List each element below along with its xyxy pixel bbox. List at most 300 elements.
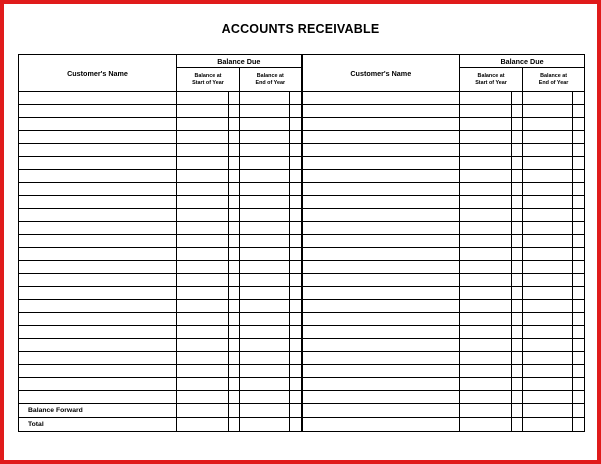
ledger-cell[interactable] (573, 170, 585, 183)
ledger-cell[interactable] (302, 196, 460, 209)
table-row (19, 287, 585, 300)
ledger-cell[interactable] (523, 118, 573, 131)
ledger-cell[interactable] (523, 248, 573, 261)
ledger-cell[interactable] (290, 183, 302, 196)
ledger-cell[interactable] (302, 352, 460, 365)
ledger-cell[interactable] (19, 339, 177, 352)
ledger-cell[interactable] (460, 418, 512, 432)
ledger-cell[interactable] (512, 404, 523, 418)
ledger-cell[interactable] (302, 157, 460, 170)
ledger-cell[interactable] (240, 418, 290, 432)
ledger-cell[interactable] (240, 144, 290, 157)
table-row (19, 222, 585, 235)
ledger-cell[interactable] (512, 209, 523, 222)
header-row-top (19, 55, 585, 68)
ledger-cell[interactable] (302, 209, 460, 222)
table-row (19, 105, 585, 118)
ledger-cell[interactable] (229, 209, 240, 222)
ledger-cell[interactable] (460, 313, 512, 326)
ledger-cell[interactable] (512, 92, 523, 105)
ledger-cell[interactable] (460, 287, 512, 300)
ledger-cell[interactable] (229, 118, 240, 131)
ledger-cell[interactable] (240, 170, 290, 183)
ledger-cell[interactable] (290, 274, 302, 287)
ledger-cell[interactable] (177, 92, 229, 105)
ledger-cell[interactable] (512, 326, 523, 339)
ledger-cell[interactable] (177, 300, 229, 313)
ledger-cell[interactable] (229, 339, 240, 352)
ledger-cell[interactable] (302, 131, 460, 144)
ledger-cell[interactable] (573, 209, 585, 222)
ledger-cell[interactable] (240, 222, 290, 235)
ledger-cell[interactable] (302, 418, 460, 432)
ledger-cell[interactable] (229, 157, 240, 170)
ledger-cell[interactable] (523, 274, 573, 287)
ledger-cell[interactable] (302, 300, 460, 313)
ledger-cell[interactable] (290, 404, 302, 418)
total-row (19, 418, 585, 432)
ledger-cell[interactable] (240, 339, 290, 352)
ledger-cell[interactable] (240, 209, 290, 222)
ledger-cell[interactable] (523, 352, 573, 365)
ledger-cell[interactable] (573, 196, 585, 209)
table-row (19, 183, 585, 196)
ledger-cell[interactable] (302, 105, 460, 118)
ledger-cell[interactable] (19, 391, 177, 404)
ledger-cell[interactable] (19, 183, 177, 196)
table-row (19, 131, 585, 144)
ledger-cell[interactable] (573, 235, 585, 248)
ledger-cell[interactable] (460, 209, 512, 222)
ledger-cell[interactable] (512, 274, 523, 287)
ledger-cell[interactable] (240, 92, 290, 105)
ledger-cell[interactable] (177, 391, 229, 404)
ledger-cell[interactable] (573, 418, 585, 432)
ledger-cell[interactable] (512, 235, 523, 248)
ledger-cell[interactable] (573, 378, 585, 391)
table-row (19, 365, 585, 378)
ledger-cell[interactable] (19, 144, 177, 157)
ledger-cell[interactable] (177, 418, 229, 432)
ledger-cell[interactable] (460, 92, 512, 105)
ledger-cell[interactable] (523, 300, 573, 313)
ledger-cell[interactable] (460, 365, 512, 378)
ledger-cell[interactable] (290, 105, 302, 118)
ledger-cell[interactable] (19, 170, 177, 183)
table-row (19, 352, 585, 365)
balance-end-line2: End of Year (255, 79, 286, 86)
ledger-cell[interactable] (290, 196, 302, 209)
ledger-cell[interactable] (177, 274, 229, 287)
ledger-cell[interactable] (177, 157, 229, 170)
ledger-cell[interactable] (19, 248, 177, 261)
ledger-cell[interactable] (229, 170, 240, 183)
balance-start-line2: Start of Year (475, 79, 507, 86)
ledger-cell[interactable] (512, 300, 523, 313)
ledger-cell[interactable] (573, 248, 585, 261)
ledger-cell[interactable] (573, 118, 585, 131)
ledger-cell[interactable] (512, 196, 523, 209)
page-title: ACCOUNTS RECEIVABLE (221, 22, 380, 36)
ledger-cell[interactable] (240, 235, 290, 248)
table-row (19, 378, 585, 391)
ledger-cell[interactable] (177, 170, 229, 183)
ledger-cell[interactable] (19, 92, 177, 105)
table-row (19, 157, 585, 170)
ledger-cell[interactable] (177, 196, 229, 209)
ledger-cell[interactable] (19, 274, 177, 287)
ledger-cell[interactable] (460, 300, 512, 313)
ledger-cell[interactable] (229, 92, 240, 105)
ledger-cell[interactable] (523, 92, 573, 105)
ledger-cell[interactable] (573, 339, 585, 352)
ledger-cell[interactable] (460, 261, 512, 274)
ledger-cell[interactable] (573, 105, 585, 118)
ledger-cell[interactable] (302, 170, 460, 183)
ledger-cell[interactable] (512, 144, 523, 157)
ledger-cell[interactable] (177, 144, 229, 157)
ledger-cell[interactable] (290, 118, 302, 131)
ledger-cell[interactable] (523, 378, 573, 391)
ledger-cell[interactable] (460, 248, 512, 261)
ledger-cell[interactable] (302, 118, 460, 131)
ledger-cell[interactable] (240, 274, 290, 287)
ledger-cell[interactable] (19, 352, 177, 365)
balance-start-header-right (460, 68, 523, 92)
ledger-cell[interactable] (177, 365, 229, 378)
ledger-cell[interactable] (177, 261, 229, 274)
ledger-cell[interactable] (290, 339, 302, 352)
ledger-cell[interactable] (177, 222, 229, 235)
ledger-cell[interactable] (229, 404, 240, 418)
balance-end-line1: Balance at (540, 72, 568, 79)
ledger-cell[interactable] (290, 92, 302, 105)
ledger-cell[interactable] (302, 235, 460, 248)
ledger-cell[interactable] (177, 209, 229, 222)
accounts-receivable-table (18, 54, 585, 432)
ledger-cell[interactable] (302, 365, 460, 378)
ledger-cell[interactable] (240, 378, 290, 391)
ledger-cell[interactable] (573, 404, 585, 418)
ledger-cell[interactable] (523, 105, 573, 118)
balance-start-line1: Balance at (477, 72, 505, 79)
ledger-cell[interactable] (460, 105, 512, 118)
table-row (19, 170, 585, 183)
ledger-cell[interactable] (177, 235, 229, 248)
ledger-cell[interactable] (460, 391, 512, 404)
ledger-cell[interactable] (512, 105, 523, 118)
ledger-cell[interactable] (460, 404, 512, 418)
ledger-cell[interactable] (460, 170, 512, 183)
ledger-cell[interactable] (177, 287, 229, 300)
ledger-cell[interactable] (240, 118, 290, 131)
ledger-cell[interactable] (229, 313, 240, 326)
ledger-cell[interactable] (290, 144, 302, 157)
ledger-cell[interactable] (302, 261, 460, 274)
ledger-cell[interactable] (177, 404, 229, 418)
ledger-cell[interactable] (512, 313, 523, 326)
ledger-cell[interactable] (229, 131, 240, 144)
ledger-cell[interactable] (302, 183, 460, 196)
ledger-cell[interactable] (523, 144, 573, 157)
ledger-cell[interactable] (523, 261, 573, 274)
ledger-cell[interactable] (460, 339, 512, 352)
ledger-cell[interactable] (573, 261, 585, 274)
ledger-cell[interactable] (290, 222, 302, 235)
ledger-cell[interactable] (19, 235, 177, 248)
ledger-cell[interactable] (302, 248, 460, 261)
ledger-cell[interactable] (240, 313, 290, 326)
ledger-cell[interactable] (460, 378, 512, 391)
ledger-cell[interactable] (19, 287, 177, 300)
ledger-cell[interactable] (523, 209, 573, 222)
table-row (19, 313, 585, 326)
balance-start-line2: Start of Year (192, 79, 224, 86)
ledger-cell[interactable] (229, 326, 240, 339)
ledger-cell[interactable] (229, 365, 240, 378)
ledger-cell[interactable] (229, 352, 240, 365)
ledger-cell[interactable] (512, 170, 523, 183)
ledger-cell[interactable] (512, 378, 523, 391)
table-row (19, 144, 585, 157)
ledger-cell[interactable] (523, 222, 573, 235)
ledger-cell[interactable] (523, 287, 573, 300)
ledger-cell[interactable] (523, 404, 573, 418)
ledger-cell[interactable] (240, 261, 290, 274)
ledger-cell[interactable] (229, 261, 240, 274)
ledger-cell[interactable] (19, 300, 177, 313)
ledger-cell[interactable] (573, 391, 585, 404)
ledger-cell[interactable] (512, 157, 523, 170)
ledger-cell[interactable] (302, 222, 460, 235)
ledger-cell[interactable] (19, 209, 177, 222)
ledger-cell[interactable] (302, 339, 460, 352)
ledger-cell[interactable] (512, 365, 523, 378)
ledger-cell[interactable] (229, 248, 240, 261)
ledger-cell[interactable] (302, 92, 460, 105)
ledger-cell[interactable] (460, 157, 512, 170)
ledger-cell[interactable] (460, 118, 512, 131)
ledger-cell[interactable] (290, 170, 302, 183)
ledger-cell[interactable] (573, 183, 585, 196)
ledger-cell[interactable] (573, 287, 585, 300)
ledger-cell[interactable] (573, 326, 585, 339)
ledger-cell[interactable] (523, 131, 573, 144)
ledger-cell[interactable] (512, 418, 523, 432)
ledger-cell[interactable] (512, 248, 523, 261)
ledger-cell[interactable] (19, 105, 177, 118)
ledger-cell[interactable] (19, 131, 177, 144)
ledger-cell[interactable] (290, 209, 302, 222)
ledger-cell[interactable] (573, 92, 585, 105)
ledger-cell[interactable] (240, 131, 290, 144)
ledger-cell[interactable] (290, 287, 302, 300)
ledger-cell[interactable] (240, 248, 290, 261)
ledger-cell[interactable] (177, 352, 229, 365)
ledger-cell[interactable] (523, 235, 573, 248)
table-row (19, 300, 585, 313)
ledger-cell[interactable] (523, 157, 573, 170)
ledger-cell[interactable] (177, 183, 229, 196)
ledger-cell[interactable] (177, 131, 229, 144)
ledger-cell[interactable] (229, 183, 240, 196)
ledger-cell[interactable] (460, 235, 512, 248)
ledger-cell[interactable] (523, 326, 573, 339)
ledger-cell[interactable] (290, 378, 302, 391)
ledger-cell[interactable] (19, 118, 177, 131)
ledger-cell[interactable] (302, 378, 460, 391)
ledger-cell[interactable] (302, 391, 460, 404)
ledger-cell[interactable] (573, 131, 585, 144)
ledger-cell[interactable] (523, 418, 573, 432)
ledger-cell[interactable] (512, 287, 523, 300)
ledger-cell[interactable] (229, 196, 240, 209)
ledger-cell[interactable] (460, 196, 512, 209)
ledger-cell[interactable] (240, 300, 290, 313)
ledger-cell[interactable] (240, 196, 290, 209)
ledger-cell[interactable] (177, 326, 229, 339)
ledger-cell[interactable] (19, 326, 177, 339)
ledger-cell[interactable] (240, 391, 290, 404)
balance-end-header-left (240, 68, 302, 92)
customer-name-header-right: Customer's Name (302, 55, 460, 92)
ledger-cell[interactable] (523, 183, 573, 196)
ledger-cell[interactable] (19, 222, 177, 235)
ledger-cell[interactable] (302, 326, 460, 339)
table-row (19, 248, 585, 261)
ledger-cell[interactable] (290, 326, 302, 339)
table-row (19, 118, 585, 131)
ledger-cell[interactable] (523, 365, 573, 378)
table-row (19, 196, 585, 209)
ledger-cell[interactable] (177, 313, 229, 326)
ledger-cell[interactable] (240, 352, 290, 365)
ledger-cell[interactable] (573, 352, 585, 365)
ledger-cell[interactable] (512, 352, 523, 365)
ledger-cell[interactable] (573, 222, 585, 235)
ledger-cell[interactable] (290, 235, 302, 248)
balance-forward-label: Balance Forward (19, 404, 177, 418)
ledger-cell[interactable] (19, 365, 177, 378)
ledger-cell[interactable] (460, 326, 512, 339)
table-row (19, 326, 585, 339)
ledger-cell[interactable] (460, 144, 512, 157)
ledger-cell[interactable] (290, 248, 302, 261)
balance-due-header-left: Balance Due (177, 55, 302, 68)
ledger-cell[interactable] (523, 196, 573, 209)
ledger-cell[interactable] (19, 378, 177, 391)
ledger-cell[interactable] (290, 157, 302, 170)
ledger-cell[interactable] (229, 300, 240, 313)
ledger-cell[interactable] (573, 157, 585, 170)
ledger-cell[interactable] (523, 339, 573, 352)
ledger-cell[interactable] (573, 313, 585, 326)
ledger-cell[interactable] (229, 222, 240, 235)
ledger-cell[interactable] (523, 391, 573, 404)
ledger-cell[interactable] (290, 131, 302, 144)
ledger-cell[interactable] (512, 391, 523, 404)
ledger-cell[interactable] (573, 300, 585, 313)
ledger-cell[interactable] (229, 105, 240, 118)
ledger-cell[interactable] (523, 313, 573, 326)
balance-due-header-right: Balance Due (460, 55, 585, 68)
ledger-cell[interactable] (523, 170, 573, 183)
ledger-cell[interactable] (229, 391, 240, 404)
balance-start-header-left (177, 68, 240, 92)
ledger-cell[interactable] (19, 196, 177, 209)
ledger-cell[interactable] (19, 313, 177, 326)
ledger-cell[interactable] (240, 287, 290, 300)
table-row (19, 339, 585, 352)
ledger-cell[interactable] (177, 378, 229, 391)
ledger-cell[interactable] (573, 144, 585, 157)
ledger-cell[interactable] (290, 365, 302, 378)
ledger-cell[interactable] (240, 157, 290, 170)
ledger-cell[interactable] (240, 105, 290, 118)
ledger-cell[interactable] (290, 313, 302, 326)
ledger-cell[interactable] (460, 222, 512, 235)
ledger-cell[interactable] (302, 274, 460, 287)
ledger-cell[interactable] (290, 300, 302, 313)
table-row (19, 209, 585, 222)
ledger-cell[interactable] (512, 118, 523, 131)
ledger-cell[interactable] (460, 131, 512, 144)
ledger-cell[interactable] (240, 183, 290, 196)
ledger-cell[interactable] (302, 144, 460, 157)
ledger-cell[interactable] (229, 287, 240, 300)
ledger-cell[interactable] (573, 365, 585, 378)
ledger-cell[interactable] (229, 144, 240, 157)
ledger-cell[interactable] (460, 274, 512, 287)
ledger-cell[interactable] (290, 418, 302, 432)
ledger-cell[interactable] (229, 378, 240, 391)
ledger-cell[interactable] (460, 352, 512, 365)
ledger-cell[interactable] (240, 326, 290, 339)
balance-start-line1: Balance at (194, 72, 222, 79)
ledger-cell[interactable] (302, 404, 460, 418)
ledger-cell[interactable] (460, 183, 512, 196)
ledger-cell[interactable] (512, 183, 523, 196)
ledger-cell[interactable] (290, 261, 302, 274)
balance-end-header-right (523, 68, 585, 92)
ledger-cell[interactable] (229, 274, 240, 287)
table-row (19, 274, 585, 287)
table-row (19, 391, 585, 404)
ledger-cell[interactable] (229, 418, 240, 432)
ledger-cell[interactable] (177, 248, 229, 261)
ledger-cell[interactable] (302, 287, 460, 300)
ledger-cell[interactable] (512, 339, 523, 352)
ledger-cell[interactable] (290, 352, 302, 365)
ledger-cell[interactable] (290, 391, 302, 404)
ledger-cell[interactable] (177, 105, 229, 118)
ledger-cell[interactable] (240, 365, 290, 378)
ledger-cell[interactable] (573, 274, 585, 287)
table-row (19, 92, 585, 105)
balance-end-line2: End of Year (538, 79, 569, 86)
ledger-cell[interactable] (302, 313, 460, 326)
ledger-cell[interactable] (229, 235, 240, 248)
ledger-cell[interactable] (177, 118, 229, 131)
ledger-cell[interactable] (19, 157, 177, 170)
ledger-cell[interactable] (512, 131, 523, 144)
ledger-cell[interactable] (19, 261, 177, 274)
balance-forward-row (19, 404, 585, 418)
ledger-cell[interactable] (177, 339, 229, 352)
ledger-cell[interactable] (512, 222, 523, 235)
ledger-cell[interactable] (240, 404, 290, 418)
ledger-cell[interactable] (512, 261, 523, 274)
